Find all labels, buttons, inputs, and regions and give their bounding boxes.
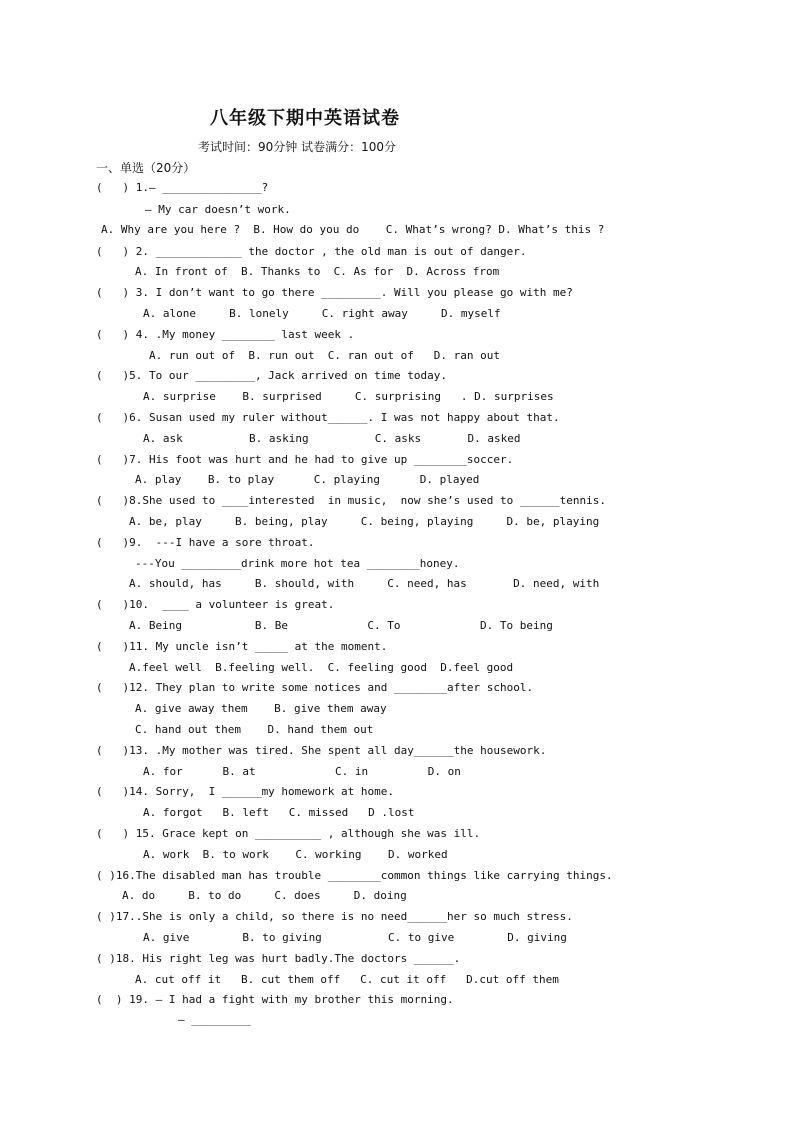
question-line: ( ) 2. _____________ the doctor , the old man is out of danger. [96, 245, 527, 258]
question-line: ( )10. ____ a volunteer is great. [96, 598, 335, 611]
option-line: A. give away them B. give them away [135, 702, 387, 715]
question-line: ( )9. ---I have a sore throat. [96, 536, 315, 549]
question-line: ( ) 3. I don’t want to go there _________. Will you please go with me? [96, 286, 573, 299]
option-line: A. for B. at C. in D. on [143, 765, 461, 778]
option-line: A. Why are you here ? B. How do you do C. What’s wrong? D. What’s this ? [101, 223, 605, 236]
option-line: A. cut off it B. cut them off C. cut it off D.cut off them [135, 973, 559, 986]
question-line: ---You _________drink more hot tea ________honey. [135, 557, 460, 570]
question-line: ( ) 19. — I had a fight with my brother this morning. [96, 993, 454, 1006]
question-line: ( )14. Sorry, I ______my homework at home. [96, 785, 395, 798]
question-line: ( )7. His foot was hurt and he had to give up ________soccer. [96, 453, 514, 466]
question-line: ( ) 15. Grace kept on __________ , although she was ill. [96, 827, 481, 840]
option-line: C. hand out them D. hand them out [135, 723, 374, 736]
question-line: ( )8.She used to ____interested in music, now she’s used to ______tennis. [96, 494, 606, 507]
question-line: ( ) 1.— _______________? [96, 181, 269, 194]
question-line: ( )17..She is only a child, so there is no need______her so much stress. [96, 910, 573, 923]
question-line: ( ) 4. .My money ________ last week . [96, 328, 355, 341]
question-line: ( )5. To our _________, Jack arrived on time today. [96, 369, 447, 382]
question-line: ( )18. His right leg was hurt badly.The doctors ______. [96, 952, 461, 965]
option-line: A. In front of B. Thanks to C. As for D. Across from [135, 265, 500, 278]
option-line: A. ask B. asking C. asks D. asked [143, 432, 521, 445]
question-line: ( )16.The disabled man has trouble ________common things like carrying things. [96, 869, 613, 882]
option-line: A. surprise B. surprised C. surprising . D. surprises [143, 390, 554, 403]
option-line: A. do B. to do C. does D. doing [122, 889, 407, 902]
option-line: A. be, play B. being, play C. being, playing D. be, playing [129, 515, 600, 528]
option-line: A. alone B. lonely C. right away D. myself [143, 307, 501, 320]
option-line: A. forgot B. left C. missed D .lost [143, 806, 415, 819]
exam-info: 考试时间：90分钟 试卷满分：100分 [198, 140, 396, 154]
question-line: ( )13. .My mother was tired. She spent all day______the housework. [96, 744, 547, 757]
page-title: 八年级下期中英语试卷 [210, 108, 400, 129]
question-line: ( )6. Susan used my ruler without______. I was not happy about that. [96, 411, 560, 424]
option-line: A. Being B. Be C. To D. To being [129, 619, 553, 632]
section-heading: 一、单选（20分） [96, 161, 196, 175]
answer-blank-line: — _________ [178, 1013, 251, 1026]
option-line: A. work B. to work C. working D. worked [143, 848, 448, 861]
option-line: A.feel well B.feeling well. C. feeling good D.feel good [129, 661, 514, 674]
option-line: A. should, has B. should, with C. need, has D. need, with [129, 577, 600, 590]
question-line: ( )11. My uncle isn’t _____ at the moment. [96, 640, 388, 653]
option-line: A. give B. to giving C. to give D. giving [143, 931, 567, 944]
option-line: A. play B. to play C. playing D. played [135, 473, 480, 486]
option-line: A. run out of B. run out C. ran out of D. ran out [149, 349, 500, 362]
question-line: — My car doesn’t work. [145, 203, 291, 216]
question-line: ( )12. They plan to write some notices and ________after school. [96, 681, 534, 694]
